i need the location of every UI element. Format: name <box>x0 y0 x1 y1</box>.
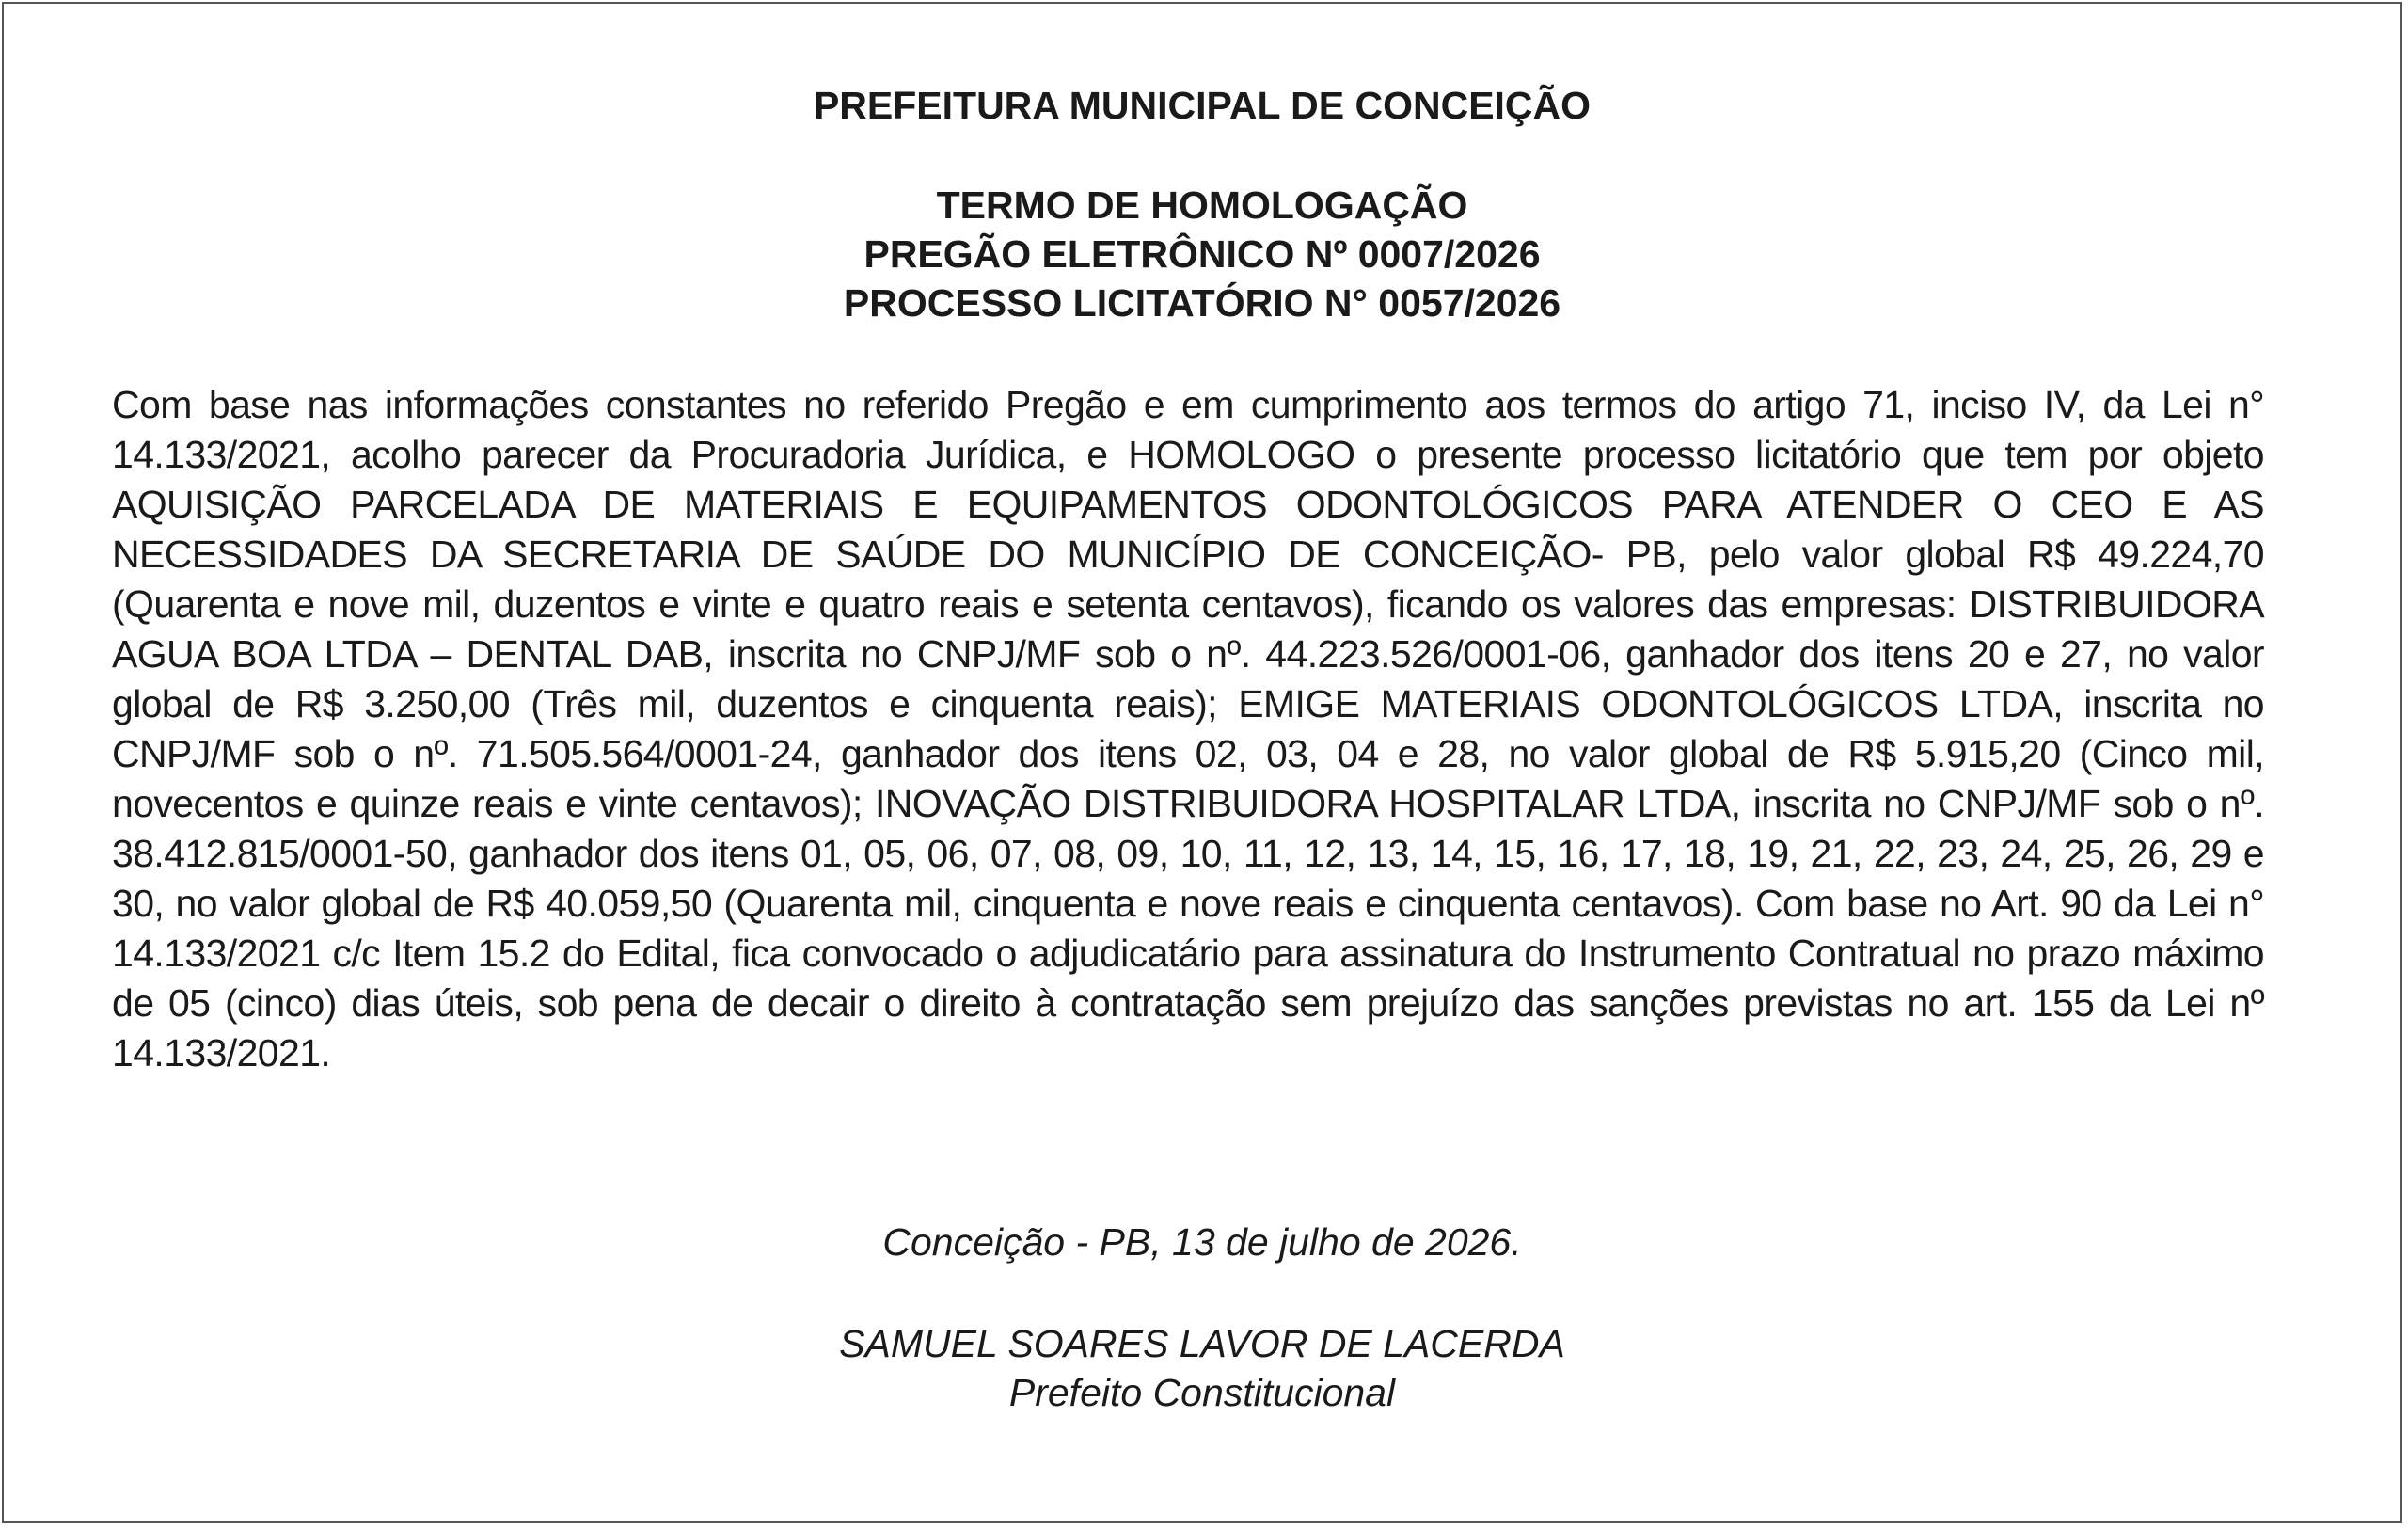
document-header <box>4 81 2400 130</box>
issuer-title: PREFEITURA MUNICIPAL DE CONCEIÇÃO <box>813 84 1592 127</box>
document-frame <box>2 2 2402 1523</box>
place-date: Conceição - PB, 13 de julho de 2026. <box>882 1220 1522 1264</box>
title-line-2: PREGÃO ELETRÔNICO Nº 0007/2026 <box>863 232 1541 276</box>
title-line-3: PROCESSO LICITATÓRIO N° 0057/2026 <box>843 281 1561 325</box>
signatory-role: Prefeito Constitucional <box>1008 1371 1396 1414</box>
body-paragraph: Com base nas informações constantes no referido Pregão e em cumprimento aos termos do artigo 71, inciso IV, da Lei n° 14.133/2021, acolho parecer da Procuradoria Jurídica, e HOMOLOGO o presente processo licitatório que tem por objeto AQUISIÇÃO PARCELADA DE MATERIAIS E EQUIPAMENTOS ODONTOLÓGICOS PARA ATENDER O CEO E AS NECESSIDADES DA SECRETARIA DE SAÚDE DO MUNICÍPIO DE CONCEIÇÃO- PB, pelo valor global R$ 49.224,70 (Quarenta e nove mil, duzentos e vinte e quatro reais e setenta centavos), ficando os valores das empresas: DISTRIBUIDORA AGUA BOA LTDA – DENTAL DAB, inscrita no CNPJ/MF sob o nº. 44.223.526/0001-06, ganhador dos itens 20 e 27, no valor global de R$ 3.250,00 (Três mil, duzentos e cinquenta reais); EMIGE MATERIAIS ODONTOLÓGICOS LTDA, inscrita no CNPJ/MF sob o nº. 71.505.564/0001-24, ganhador dos itens 02, 03, 04 e 28, no valor global de R$ 5.915,20 (Cinco mil, novecentos e quinze reais e vinte centavos); INOVAÇÃO DISTRIBUIDORA HOSPITALAR LTDA, inscrita no CNPJ/MF sob o nº. 38.412.815/0001-50, ganhador dos itens 01, 05, 06, 07, 08, 09, 10, 11, 12, 13, 14, 15, 16, 17, 18, 19, 21, 22, 23, 24, 25, 26, 29 e 30, no valor global de R$ 40.059,50 (Quarenta mil, cinquenta e nove reais e cinquenta centavos). Com base no Art. 90 da Lei n° 14.133/2021 c/c Item 15.2 do Edital, fica convocado o adjudicatário para assinatura do Instrumento Contratual no prazo máximo de 05 (cinco) dias úteis, sob pena de decair o direito à contratação sem prejuízo das sanções previstas no art. 155 da Lei nº 14.133/2021. <box>112 383 2264 1075</box>
title-line-1: TERMO DE HOMOLOGAÇÃO <box>936 183 1468 227</box>
place-date-block <box>4 1218 2400 1266</box>
document-title-block <box>4 181 2400 327</box>
signatory-name: SAMUEL SOARES LAVOR DE LACERDA <box>839 1322 1565 1365</box>
document-body <box>112 380 2264 1078</box>
signature-block <box>4 1319 2400 1417</box>
